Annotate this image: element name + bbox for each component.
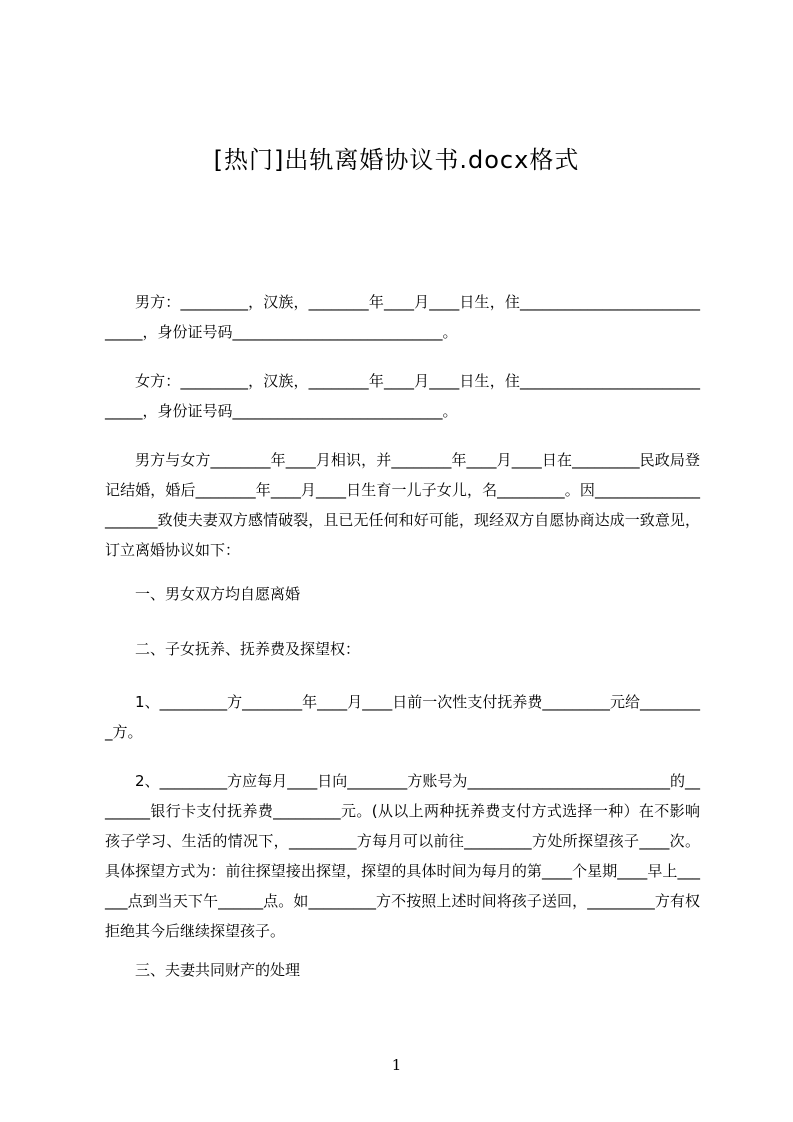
- clause-lump-sum-support: 1、_________方________年____月____日前一次性支付抚养费_________元给_________方。: [105, 693, 700, 741]
- section-heading-property: 三、夫妻共同财产的处理: [135, 961, 301, 979]
- document-body: [105, 287, 700, 347]
- page-number: 1: [391, 1056, 402, 1074]
- section-heading-3-wrap: [105, 955, 700, 985]
- paragraph-male-party: 男方：_________，汉族，________年____月____日生，住_____________________________，身份证号码____________________________。: [105, 293, 700, 341]
- document-body-3: [105, 445, 700, 565]
- clause-monthly-support-visitation: 2、_________方应每月____日向________方账号为___________________________的________银行卡支付抚养费_________元。(从以上两种抚养费支付方式选择一种）在不影响孩子学习、生活的情况下，_________方每月可以前往_________方处所探望孩子____次。具体探望方式为：前往探望接出探望，探望的具体时间为每月的第____个星期____早上______点到当天下午______点。如_________方不按照上述时间将孩子送回，_________方有权拒绝其今后继续探望孩子。: [105, 772, 700, 940]
- section-heading-2-wrap: [105, 634, 700, 664]
- document-title: [热门]出轨离婚协议书.docx格式: [213, 146, 580, 174]
- clause-2-wrap: [105, 766, 700, 946]
- document-body-2: [105, 366, 700, 426]
- clause-1-wrap: [105, 687, 700, 747]
- paragraph-female-party: 女方：_________，汉族，________年____月____日生，住_____________________________，身份证号码____________________________。: [105, 372, 700, 420]
- section-heading-divorce: 一、男女双方均自愿离婚: [135, 585, 301, 603]
- section-heading-custody: 二、子女抚养、抚养费及探望权：: [135, 640, 361, 658]
- paragraph-background: 男方与女方________年____月相识，并________年____月____日在_________民政局登记结婚，婚后________年____月____日生育一儿子女儿，名_________。因_____________________致使夫妻双方感情破裂，且已无任何和好可能，现经双方自愿协商达成一致意见，订立离婚协议如下：: [105, 451, 700, 559]
- section-heading-1-wrap: [105, 579, 700, 609]
